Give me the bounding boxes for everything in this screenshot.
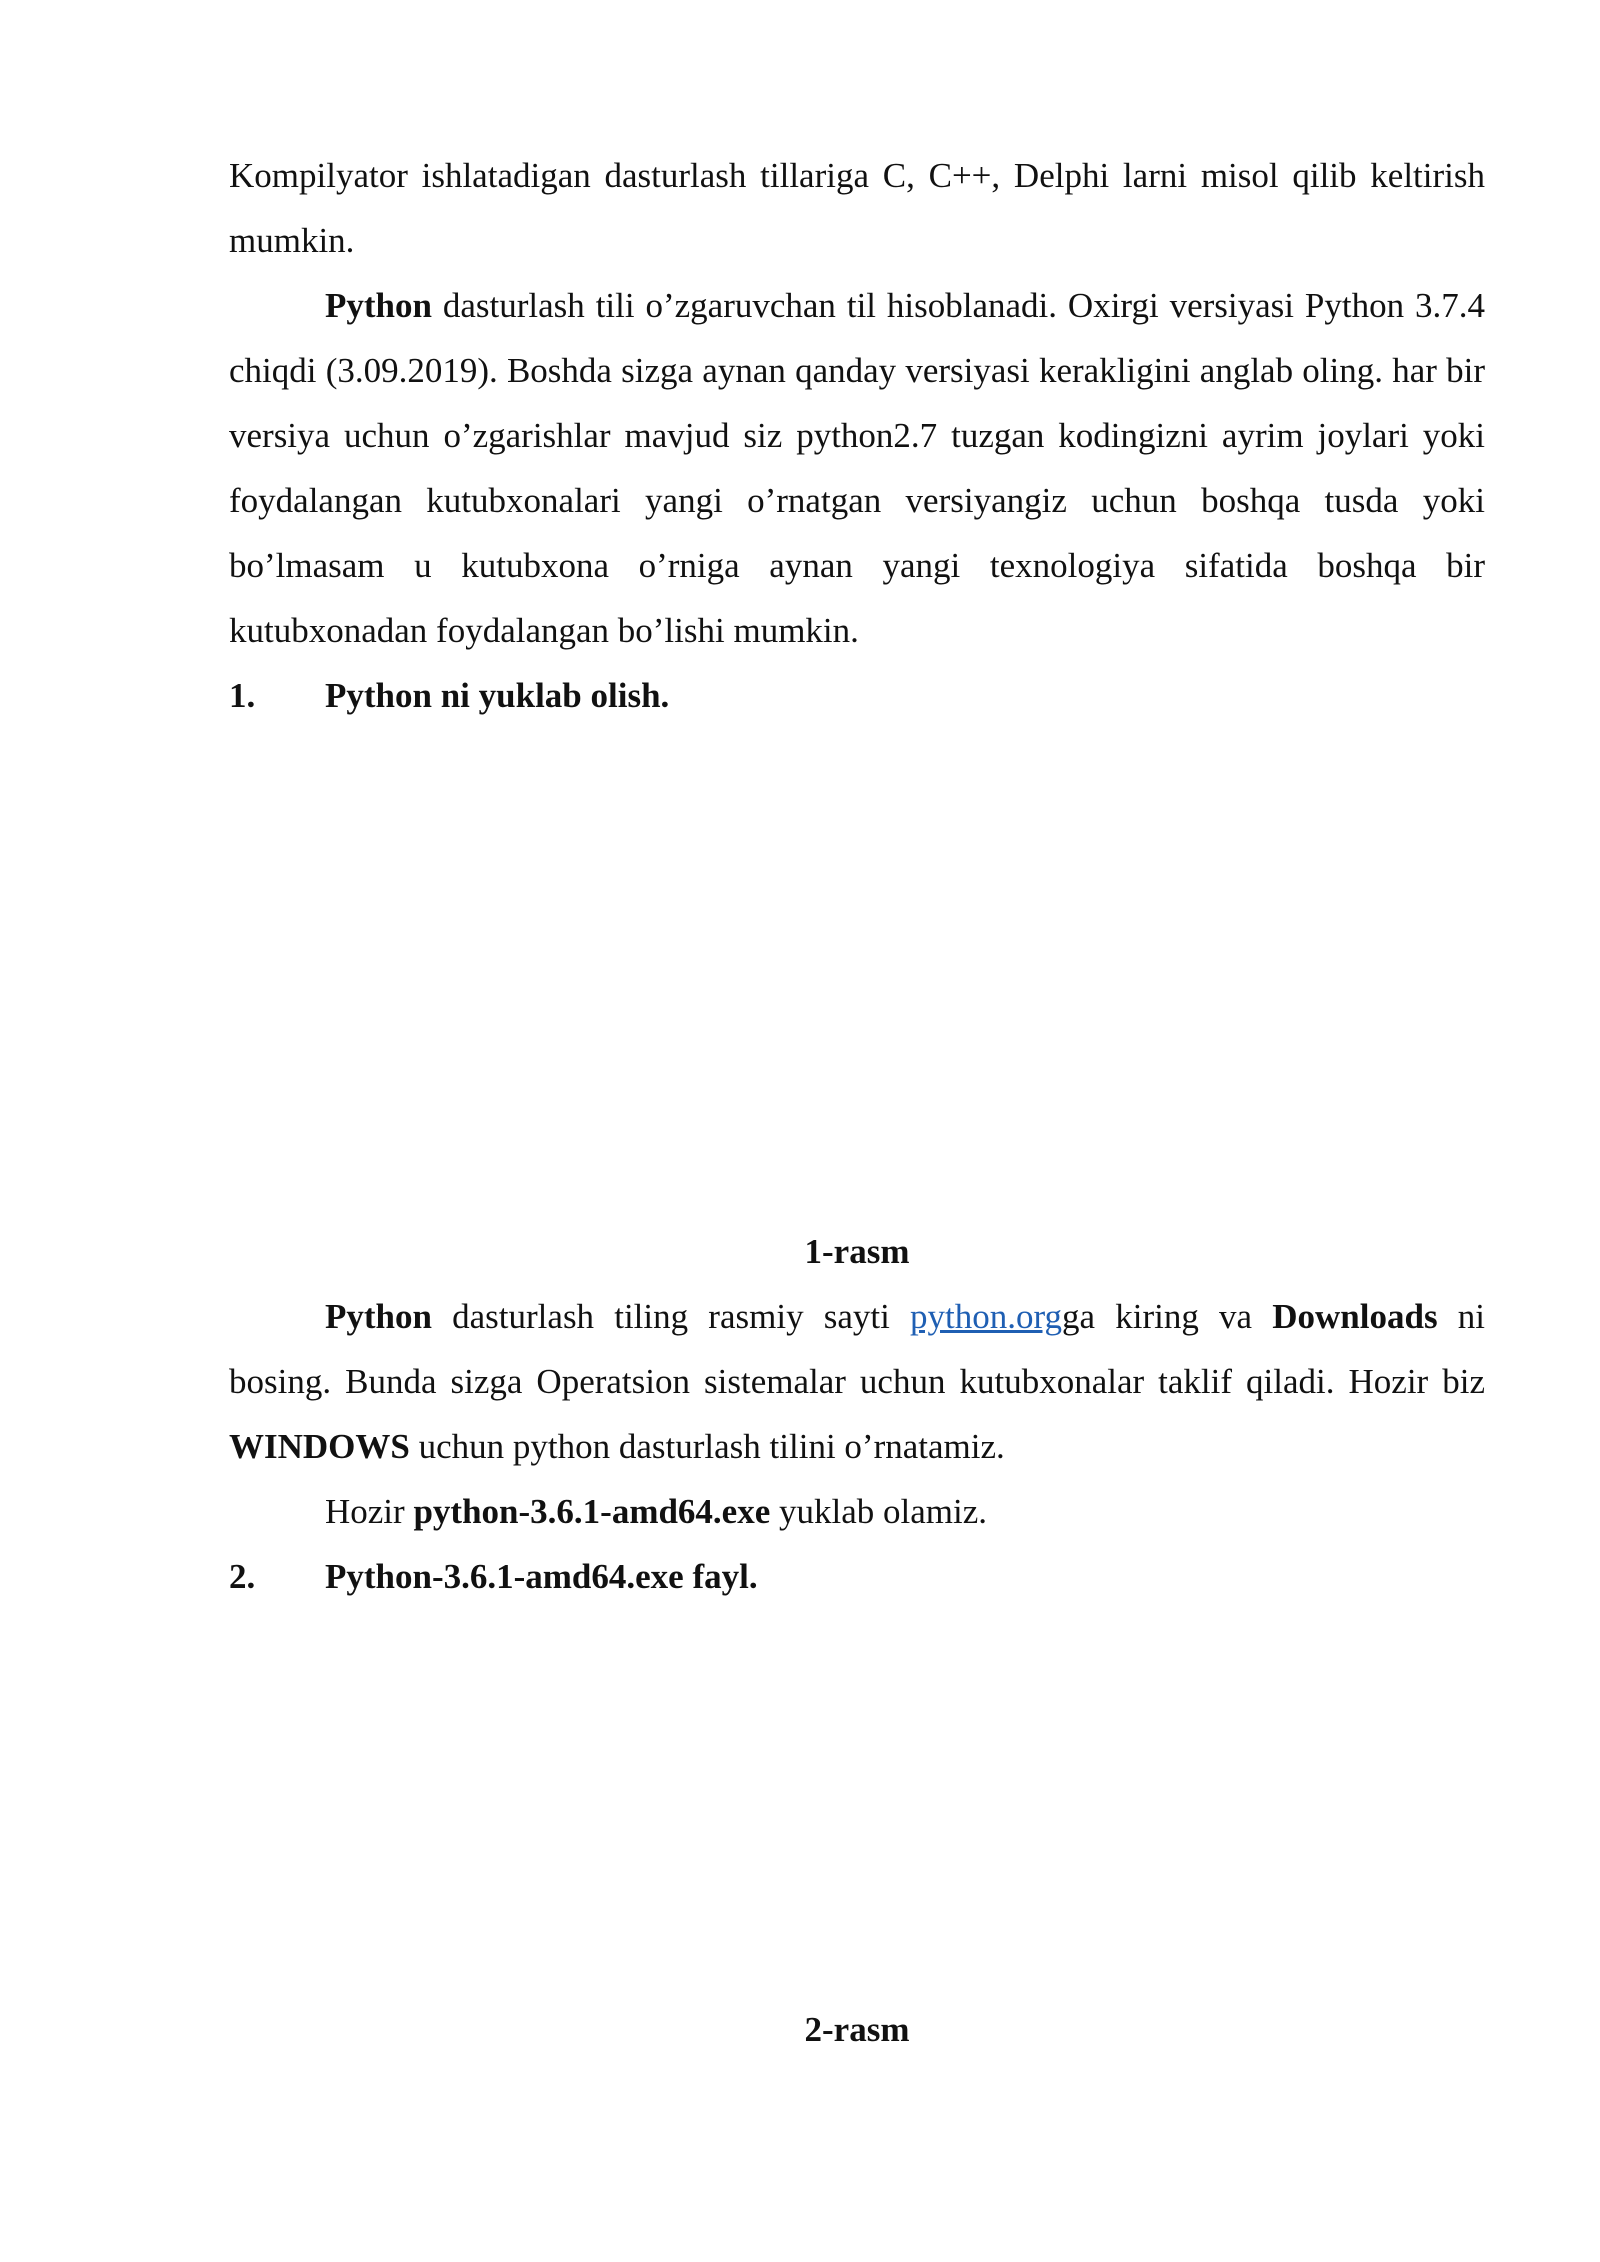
- paragraph-python-versions: [229, 273, 1485, 663]
- paragraph-text: Hozir: [325, 1492, 414, 1531]
- python-org-link[interactable]: python.org: [910, 1297, 1063, 1336]
- paragraph-text: dasturlash tiling rasmiy sayti: [431, 1297, 911, 1336]
- paragraph-python-org: [229, 1284, 1485, 1479]
- heading-number: 1.: [229, 676, 256, 715]
- python-bold-term: Python: [325, 1297, 432, 1336]
- paragraph-text: yuklab olamiz.: [770, 1492, 988, 1531]
- heading-number: 2.: [229, 1557, 256, 1596]
- paragraph-text: ga kiring va: [1062, 1297, 1273, 1336]
- text-section-1: [229, 143, 1485, 728]
- installer-filename: python-3.6.1-amd64.exe: [413, 1492, 771, 1531]
- downloads-bold-term: Downloads: [1272, 1297, 1438, 1336]
- heading-download-python: [229, 663, 1485, 728]
- paragraph-compiler-examples: Kompilyator ishlatadigan dasturlash tillariga C, C++, Delphi larni misol qilib keltirish mumkin.: [229, 156, 1485, 260]
- text-section-2: [229, 1284, 1485, 1609]
- paragraph-text: ni bosing. Bunda sizga Operatsion sistemalar uchun kutubxonalar taklif qiladi. Hozir biz: [229, 1297, 1485, 1401]
- paragraph-text: uchun python dasturlash tilini o’rnatamiz.: [409, 1427, 1005, 1466]
- heading-text: Python ni yuklab olish.: [325, 676, 670, 715]
- figure-caption-1: 1-rasm: [804, 1232, 910, 1271]
- windows-bold-term: WINDOWS: [229, 1427, 410, 1466]
- heading-text: Python-3.6.1-amd64.exe fayl.: [325, 1557, 758, 1596]
- paragraph-python-versions-text: dasturlash tili o’zgaruvchan til hisoblanadi. Oxirgi versiyasi Python 3.7.4 chiqdi (3.09.2019). Boshda sizga aynan qanday versiyasi kerakligini anglab oling. har bir versiya uchun o’zgarishlar mavjud siz python2.7 tuzgan kodingizni ayrim joylari yoki foydalangan kutubxonalari yangi o’rnatgan versiyangiz uchun boshqa tusda yoki bo’lmasam u kutubxona o’rniga aynan yangi texnologiya sifatida boshqa bir kutubxonadan foydalangan bo’lishi mumkin.: [229, 286, 1485, 650]
- python-bold-term: Python: [325, 286, 432, 325]
- paragraph-download-installer: [229, 1479, 1485, 1544]
- figure-caption-2: 2-rasm: [804, 2010, 910, 2049]
- heading-installer-file: [229, 1544, 1485, 1609]
